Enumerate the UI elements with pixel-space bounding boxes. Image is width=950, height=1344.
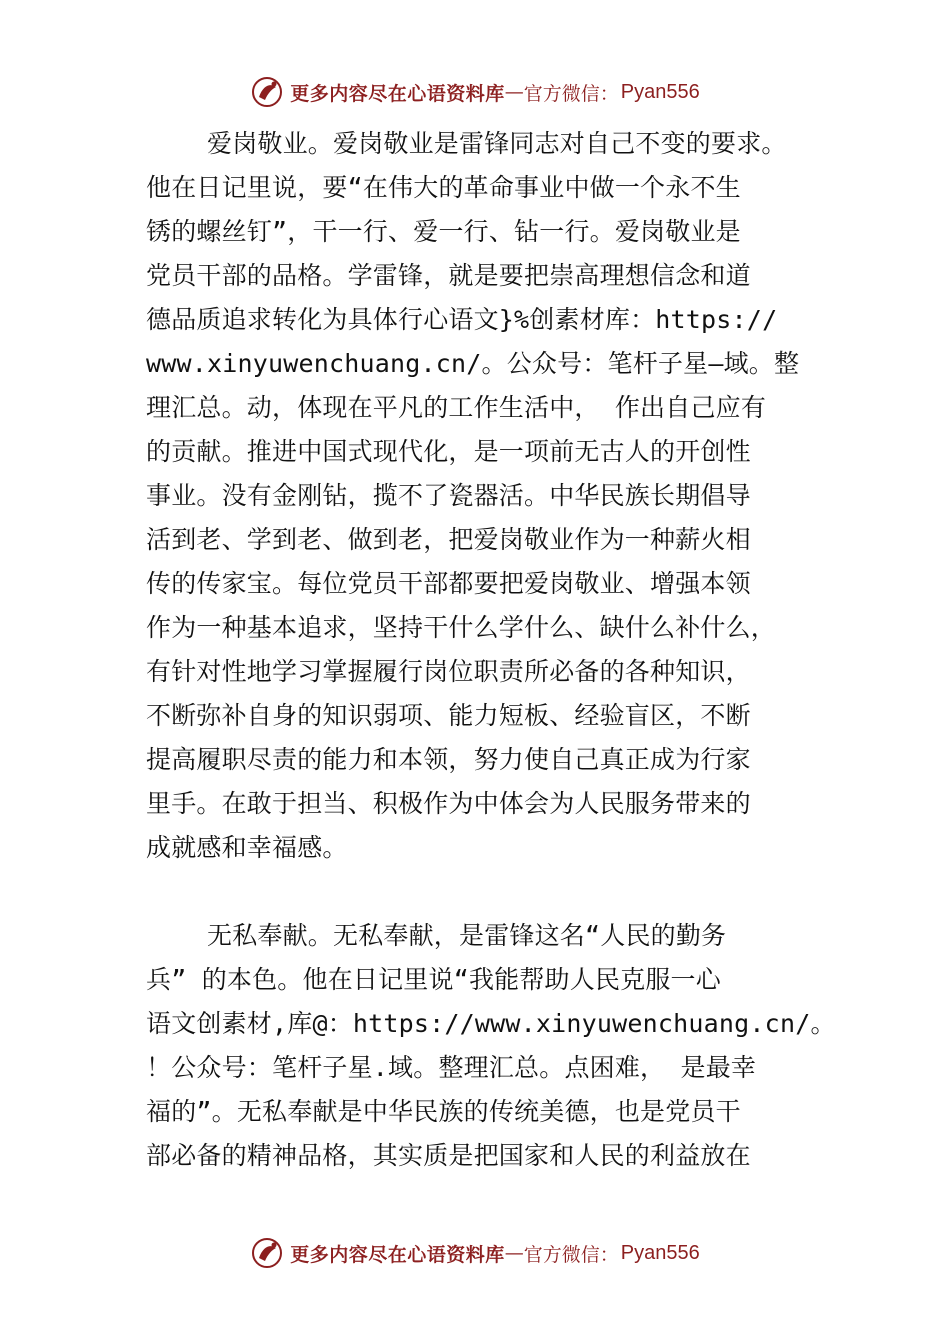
banner-separator: — [504, 1242, 524, 1264]
text-line: 理汇总。动，体现在平凡的工作生活中， 作出自己应有 [146, 393, 767, 422]
text-line: 里手。在敢于担当、积极作为中体会为人民服务带来的 [146, 789, 751, 818]
text-line: 的贡献。推进中国式现代化，是一项前无古人的开创性 [146, 437, 751, 466]
banner-wechat-label: 官方微信： [523, 1243, 619, 1266]
document-body [146, 122, 836, 1178]
text-line: 不断弥补自身的知识弱项、能力短板、经验盲区，不断 [146, 701, 751, 730]
text-line: 成就感和幸福感。 [146, 833, 348, 862]
banner-text: 更多内容尽在心语资料库 [290, 82, 505, 105]
text-line: 作为一种基本追求，坚持干什么学什么、缺什么补什么， [146, 613, 777, 642]
library-logo-icon [250, 1236, 284, 1270]
text-line: 兵” 的本色。他在日记里说“我能帮助人民克服一心 [146, 965, 721, 994]
banner-wechat-id: Pyan556 [620, 1241, 700, 1264]
text-line: www.xinyuwenchuang.cn/。公众号：笔杆子星—域。整 [146, 349, 800, 378]
text-line: 锈的螺丝钉”，干一行、爱一行、钻一行。爱岗敬业是 [146, 217, 741, 246]
banner-separator: — [504, 81, 524, 103]
watermark-banner-top [0, 72, 950, 112]
text-line: 事业。没有金刚钻，揽不了瓷器活。中华民族长期倡导 [146, 481, 751, 510]
text-line: 提高履职尽责的能力和本领，努力使自己真正成为行家 [146, 745, 751, 774]
banner-wechat-id: Pyan556 [620, 80, 700, 103]
text-line: 有针对性地学习掌握履行岗位职责所必备的各种知识， [146, 657, 751, 686]
banner-text: 更多内容尽在心语资料库 [290, 1243, 505, 1266]
text-line: 党员干部的品格。学雷锋，就是要把崇高理想信念和道 [146, 261, 751, 290]
watermark-banner-bottom [0, 1233, 950, 1273]
text-line: 部必备的精神品格，其实质是把国家和人民的利益放在 [146, 1141, 751, 1170]
text-line: 德品质追求转化为具体行心语文}%创素材库：https:// [146, 305, 778, 334]
text-line: 语文创素材,库@：https://www.xinyuwenchuang.cn/。 [146, 1009, 836, 1038]
text-line: 无私奉献。无私奉献，是雷锋这名“人民的勤务 [146, 921, 727, 950]
paragraph-2 [146, 914, 836, 1178]
paragraph-1 [146, 122, 816, 870]
library-logo-icon [250, 75, 284, 109]
paragraph-gap [146, 870, 816, 914]
text-line: 他在日记里说，要“在伟大的革命事业中做一个永不生 [146, 173, 741, 202]
text-line: ！公众号：笔杆子星.域。整理汇总。点困难， 是最幸 [146, 1053, 757, 1082]
text-line: 活到老、学到老、做到老，把爱岗敬业作为一种薪火相 [146, 525, 751, 554]
text-line: 传的传家宝。每位党员干部都要把爱岗敬业、增强本领 [146, 569, 751, 598]
text-line: 爱岗敬业。爱岗敬业是雷锋同志对自己不变的要求。 [146, 129, 787, 158]
text-line: 福的”。无私奉献是中华民族的传统美德，也是党员干 [146, 1097, 741, 1126]
banner-wechat-label: 官方微信： [523, 82, 619, 105]
